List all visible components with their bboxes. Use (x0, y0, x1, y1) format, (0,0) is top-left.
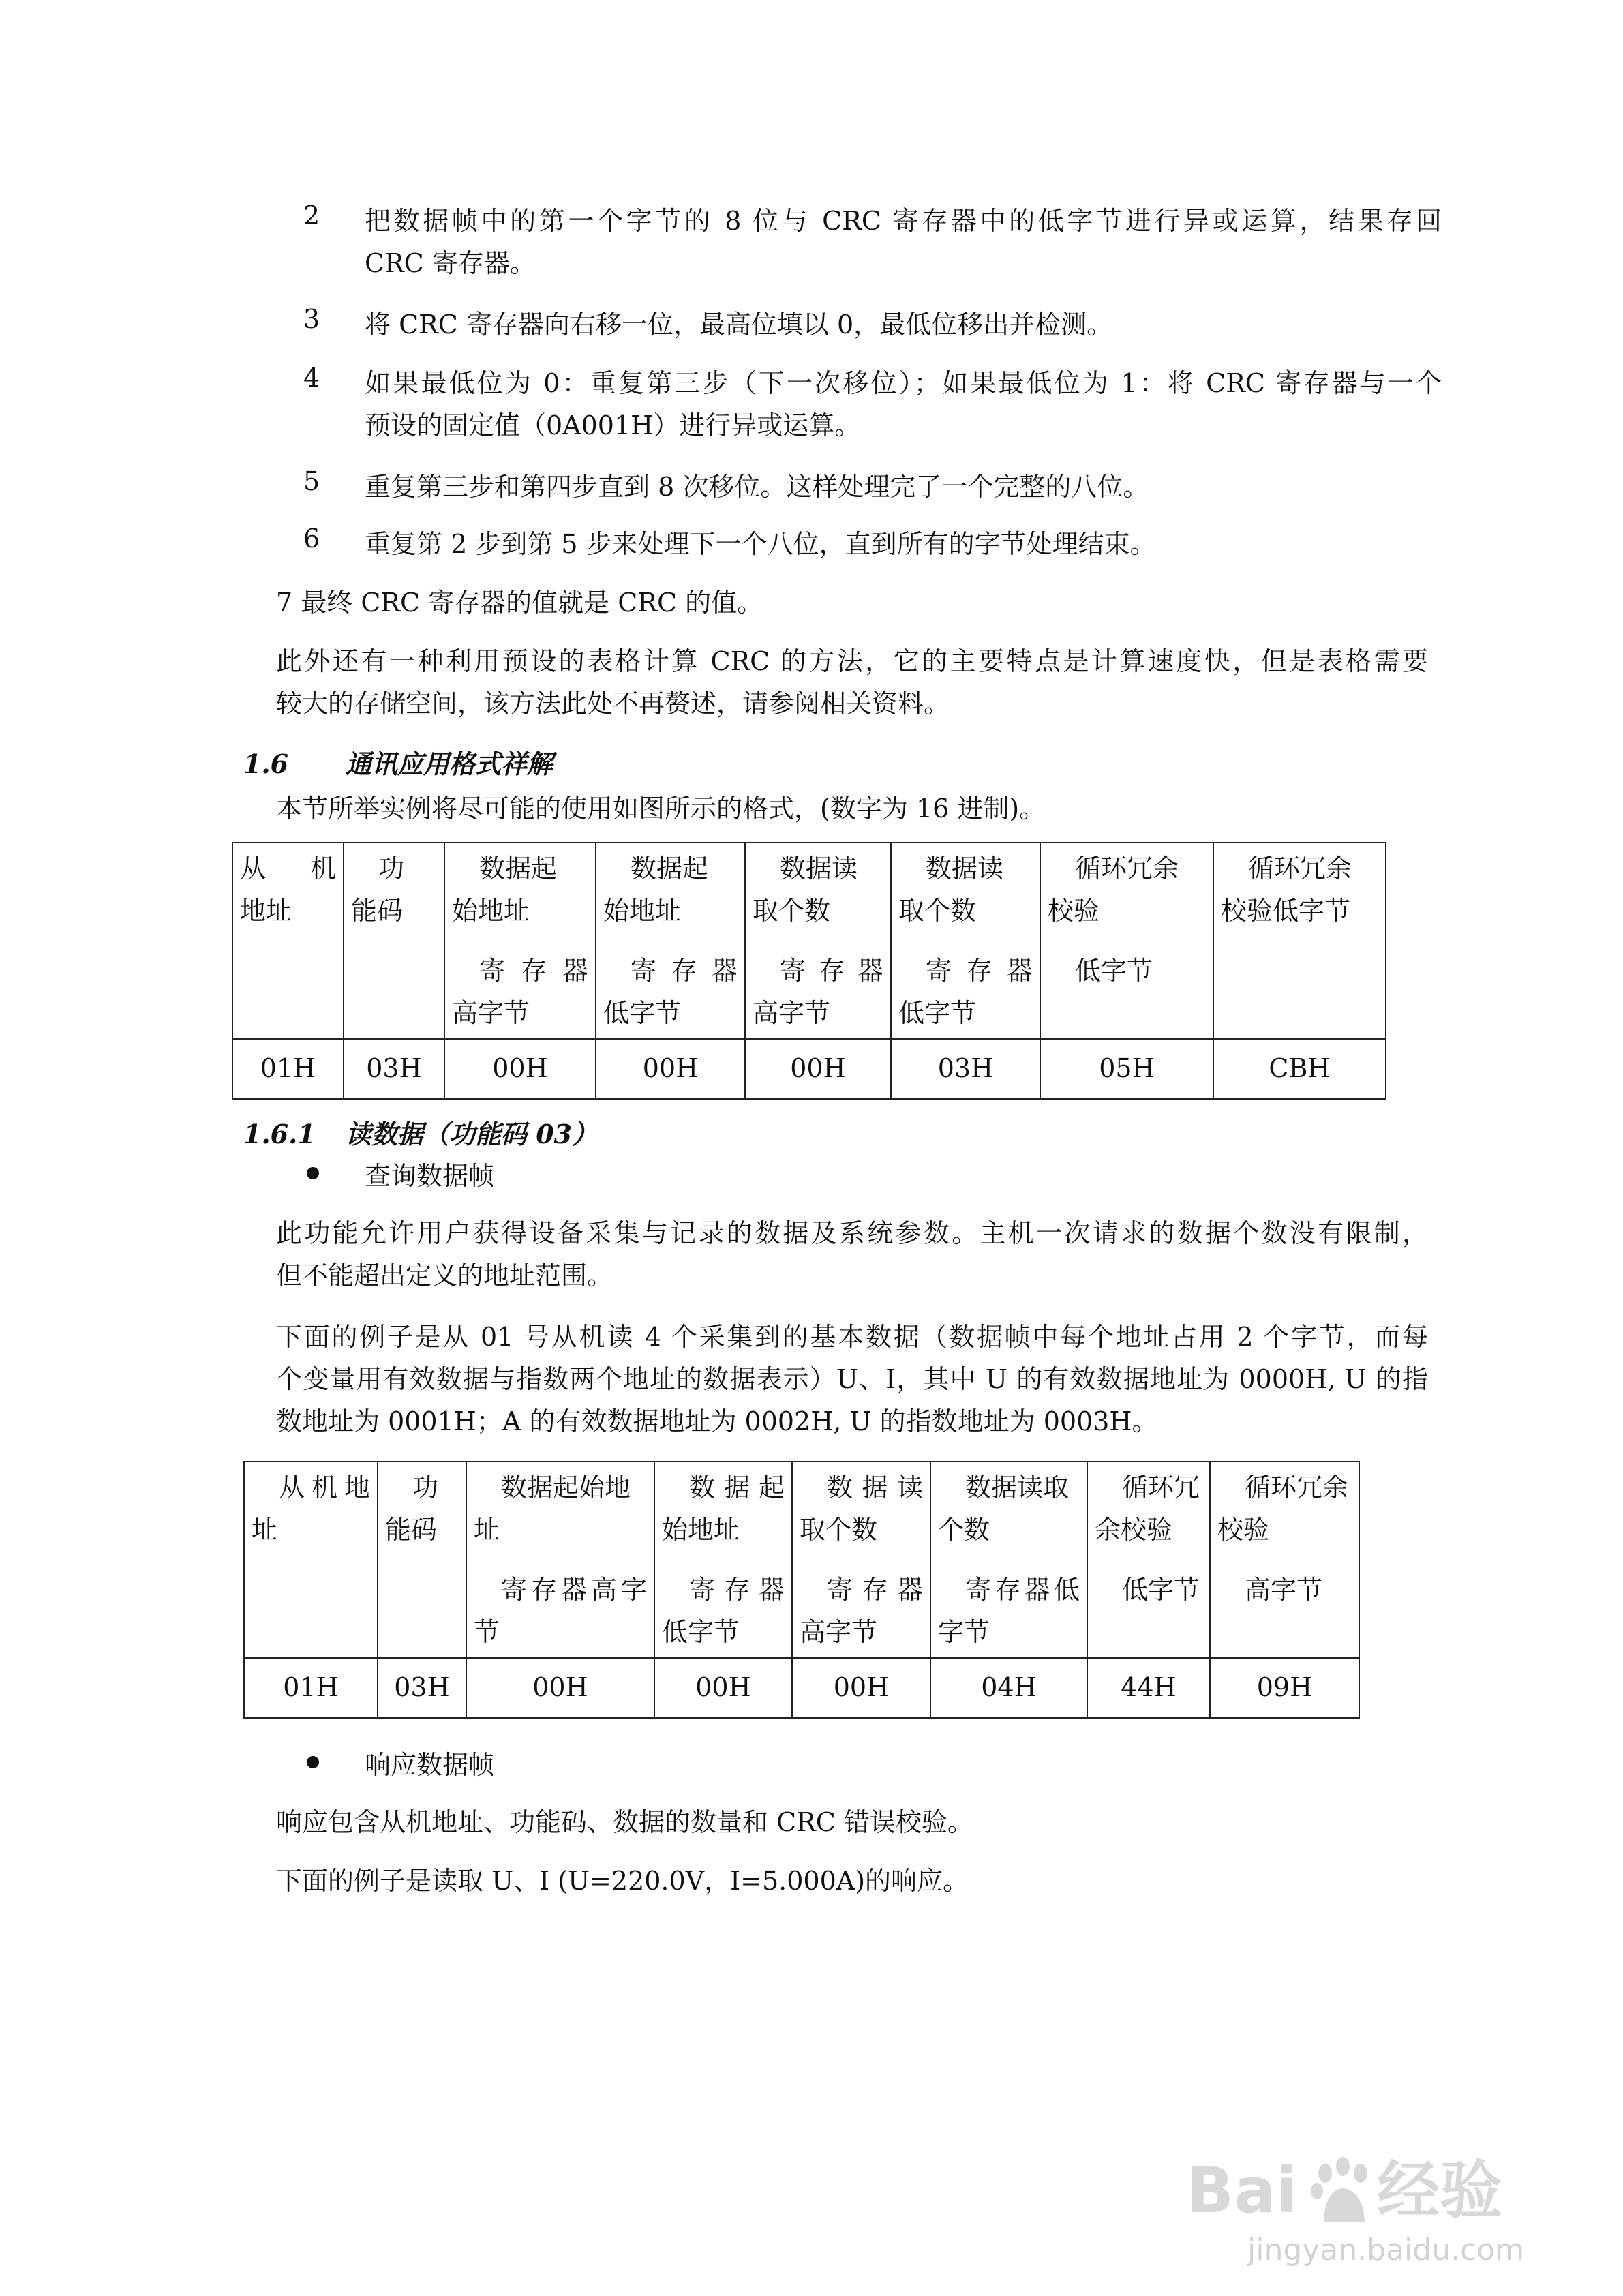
step-text: 将 CRC 寄存器向右移一位，最高位填以 0，最低位移出并检测。 (365, 309, 1113, 339)
header-line: 数据起 (689, 1472, 785, 1502)
paragraph-line: 较大的存储空间，该方法此处不再赘述，请参阅相关资料。 (276, 689, 950, 719)
header-line: 功 (412, 1472, 439, 1502)
header-line: 低字节 (1075, 956, 1153, 986)
step-line: 如果最低位为 0：重复第三步（下一次移位）；如果最低位为 1：将 CRC 寄存器与一个 (365, 368, 1442, 398)
paragraph-line: 数地址为 0001H；A 的有效数据地址为 0002H, U 的指数地址为 0003H。 (276, 1406, 1158, 1436)
header-line: 低字节 (662, 1617, 740, 1647)
header-line: 低字节 (603, 998, 682, 1028)
header-line: 字节 (938, 1617, 990, 1647)
spacer (800, 1551, 923, 1569)
header-line: 循环冗余 (1248, 854, 1352, 883)
value-cell: CBH (1213, 1039, 1386, 1099)
table-method-paragraph (276, 640, 1428, 725)
header-line: 址 (474, 1515, 500, 1545)
response-paragraph: 响应包含从机地址、功能码、数据的数量和 CRC 错误校验。 (276, 1807, 973, 1837)
header-line: 址 (252, 1515, 278, 1545)
header-line: 个数 (938, 1515, 990, 1545)
spacer (1095, 1551, 1202, 1569)
header-cell-slave-address (232, 843, 344, 1039)
step-text: 重复第 2 步到第 5 步来处理下一个八位，直到所有的字节处理结束。 (365, 529, 1156, 559)
header-cell-slave-address (244, 1462, 378, 1658)
step-number: 2 (303, 200, 320, 230)
header-cell-crc-low (1087, 1462, 1210, 1658)
step-number: 3 (303, 304, 320, 334)
header-line: 数据起 (479, 854, 558, 883)
header-line: 取个数 (753, 896, 831, 926)
paragraph-line: 但不能超出定义的地址范围。 (276, 1260, 613, 1290)
spacer (938, 1551, 1080, 1569)
header-line: 寄存器 (479, 956, 588, 986)
header-line: 能码 (385, 1515, 438, 1545)
step-number: 4 (303, 363, 320, 393)
header-line: 数据读 (827, 1472, 923, 1502)
header-cell-start-address-high (466, 1462, 654, 1658)
svg-text:jingyan.baidu.com: jingyan.baidu.com (1247, 2233, 1525, 2267)
value-cell: 00H (745, 1039, 891, 1099)
header-line: 节 (474, 1617, 500, 1647)
step-line: 预设的固定值（0A001H）进行异或运算。 (365, 410, 861, 440)
header-line: 循环冗余 (1075, 854, 1179, 883)
header-line: 余校验 (1095, 1515, 1173, 1545)
header-cell-crc-check-low (1213, 843, 1386, 1039)
header-cell-function-code (344, 843, 444, 1039)
paragraph-line: 个变量用有效数据与指数两个地址的数据表示）U、I，其中 U 的有效数据地址为 0000H, U 的指 (276, 1364, 1428, 1394)
svg-text:Bai: Bai (1186, 2154, 1298, 2227)
header-line: 始地址 (662, 1515, 740, 1545)
section-number: 1.6.1 (243, 1119, 316, 1149)
section-title: 通讯应用格式祥解 (346, 749, 553, 779)
header-cell-crc-low (1040, 843, 1213, 1039)
step-line: 把数据帧中的第一个字节的 8 位与 CRC 寄存器中的低字节进行异或运算，结果存回 (365, 206, 1442, 236)
header-line: 寄存器低 (965, 1575, 1080, 1605)
read-request-table (243, 1461, 1360, 1719)
value-cell: 00H (466, 1658, 654, 1718)
spacer (1048, 932, 1206, 950)
step-text (365, 362, 1442, 447)
header-line: 寄存器 (780, 956, 883, 986)
header-cell-start-address-low (596, 843, 745, 1039)
header-line: 循环冗余 (1245, 1472, 1349, 1502)
header-line: 低字节 (1122, 1575, 1200, 1605)
response-example-paragraph: 下面的例子是读取 U、I (U=220.0V，I=5.000A)的响应。 (276, 1866, 969, 1896)
header-cell-read-count-high (745, 843, 891, 1039)
section-title: 读数据（功能码 03） (346, 1119, 598, 1149)
value-cell: 09H (1210, 1658, 1359, 1718)
table-header-row (244, 1462, 1359, 1658)
query-paragraph (276, 1212, 1428, 1297)
header-line: 高字节 (452, 998, 530, 1028)
spacer (452, 932, 588, 950)
header-line: 寄存器 (827, 1575, 923, 1605)
baidu-jingyan-watermark (1159, 2141, 1568, 2285)
header-cell-function-code (378, 1462, 466, 1658)
paragraph-line: 此外还有一种利用预设的表格计算 CRC 的方法，它的主要特点是计算速度快，但是表格需要 (276, 646, 1428, 676)
value-cell: 00H (444, 1039, 596, 1099)
bullet-dot (307, 1167, 319, 1179)
bullet-response-label: 响应数据帧 (365, 1750, 495, 1780)
paragraph-line: 此功能允许用户获得设备采集与记录的数据及系统参数。主机一次请求的数据个数没有限制， (276, 1218, 1428, 1248)
step-line: CRC 寄存器。 (365, 248, 536, 278)
header-line: 高字节 (1245, 1575, 1323, 1605)
header-line: 寄存器 (689, 1575, 785, 1605)
step-text: 重复第三步和第四步直到 8 次移位。这样处理完了一个完整的八位。 (365, 472, 1149, 502)
header-cell-read-count-low (891, 843, 1040, 1039)
bullet-query-label: 查询数据帧 (365, 1161, 495, 1191)
spacer (474, 1551, 647, 1569)
header-cell-crc-high (1210, 1462, 1359, 1658)
svg-text:经验: 经验 (1377, 2154, 1503, 2227)
header-line: 校验低字节 (1221, 896, 1351, 926)
header-line: 数据读 (926, 854, 1004, 883)
header-line: 寄存器 (631, 956, 738, 986)
value-cell: 00H (654, 1658, 792, 1718)
value-cell: 03H (344, 1039, 444, 1099)
step-7: 7 最终 CRC 寄存器的值就是 CRC 的值。 (276, 588, 763, 618)
header-cell-read-count-high (792, 1462, 930, 1658)
example-paragraph (276, 1316, 1428, 1442)
header-cell-start-address-high (444, 843, 596, 1039)
header-line: 地址 (240, 896, 292, 926)
header-line: 校验 (1217, 1515, 1270, 1545)
spacer (603, 932, 738, 950)
value-cell: 00H (596, 1039, 745, 1099)
table-value-row (244, 1658, 1359, 1718)
spacer (898, 932, 1033, 950)
value-cell: 01H (244, 1658, 378, 1718)
value-cell: 01H (232, 1039, 344, 1099)
section-heading-1-6-1 (243, 1118, 598, 1151)
section-intro: 本节所举实例将尽可能的使用如图所示的格式，(数字为 16 进制)。 (276, 794, 1046, 824)
header-line: 能码 (351, 896, 404, 926)
header-line: 取个数 (800, 1515, 878, 1545)
paragraph-line: 下面的例子是从 01 号从机读 4 个采集到的基本数据（数据帧中每个地址占用 2 个字节，而每 (276, 1322, 1428, 1352)
step-text (365, 200, 1442, 284)
spacer (1217, 1551, 1352, 1569)
value-cell: 05H (1040, 1039, 1213, 1099)
section-heading-1-6 (243, 748, 553, 781)
header-line: 低字节 (898, 998, 977, 1028)
header-line: 数据读 (780, 854, 858, 883)
header-line: 校验 (1048, 896, 1100, 926)
step-number: 5 (303, 466, 320, 496)
header-line: 始地址 (603, 896, 682, 926)
header-line: 数据起始地 (501, 1472, 631, 1502)
header-cell-read-count-low (930, 1462, 1087, 1658)
table-value-row (232, 1039, 1386, 1099)
header-line: 取个数 (898, 896, 977, 926)
header-line: 寄存器高字 (501, 1575, 647, 1605)
spacer (662, 1551, 785, 1569)
header-line: 循环冗 (1122, 1472, 1200, 1502)
spacer (753, 932, 883, 950)
header-line: 高字节 (753, 998, 831, 1028)
section-number: 1.6 (243, 749, 289, 779)
header-line: 数据起 (631, 854, 709, 883)
frame-format-table (232, 842, 1386, 1100)
header-line: 始地址 (452, 896, 530, 926)
header-line: 寄存器 (926, 956, 1033, 986)
header-line: 从机地 (279, 1472, 370, 1502)
watermark-logo-icon (1159, 2141, 1568, 2277)
header-line: 从 机 (240, 854, 336, 883)
value-cell: 44H (1087, 1658, 1210, 1718)
header-cell-start-address-low (654, 1462, 792, 1658)
value-cell: 03H (378, 1658, 466, 1718)
header-line: 功 (378, 854, 405, 883)
value-cell: 04H (930, 1658, 1087, 1718)
bullet-dot (307, 1756, 319, 1768)
header-line: 数据读取 (965, 1472, 1070, 1502)
value-cell: 00H (792, 1658, 930, 1718)
value-cell: 03H (891, 1039, 1040, 1099)
table-header-row (232, 843, 1386, 1039)
header-line: 高字节 (800, 1617, 878, 1647)
step-number: 6 (303, 524, 320, 554)
